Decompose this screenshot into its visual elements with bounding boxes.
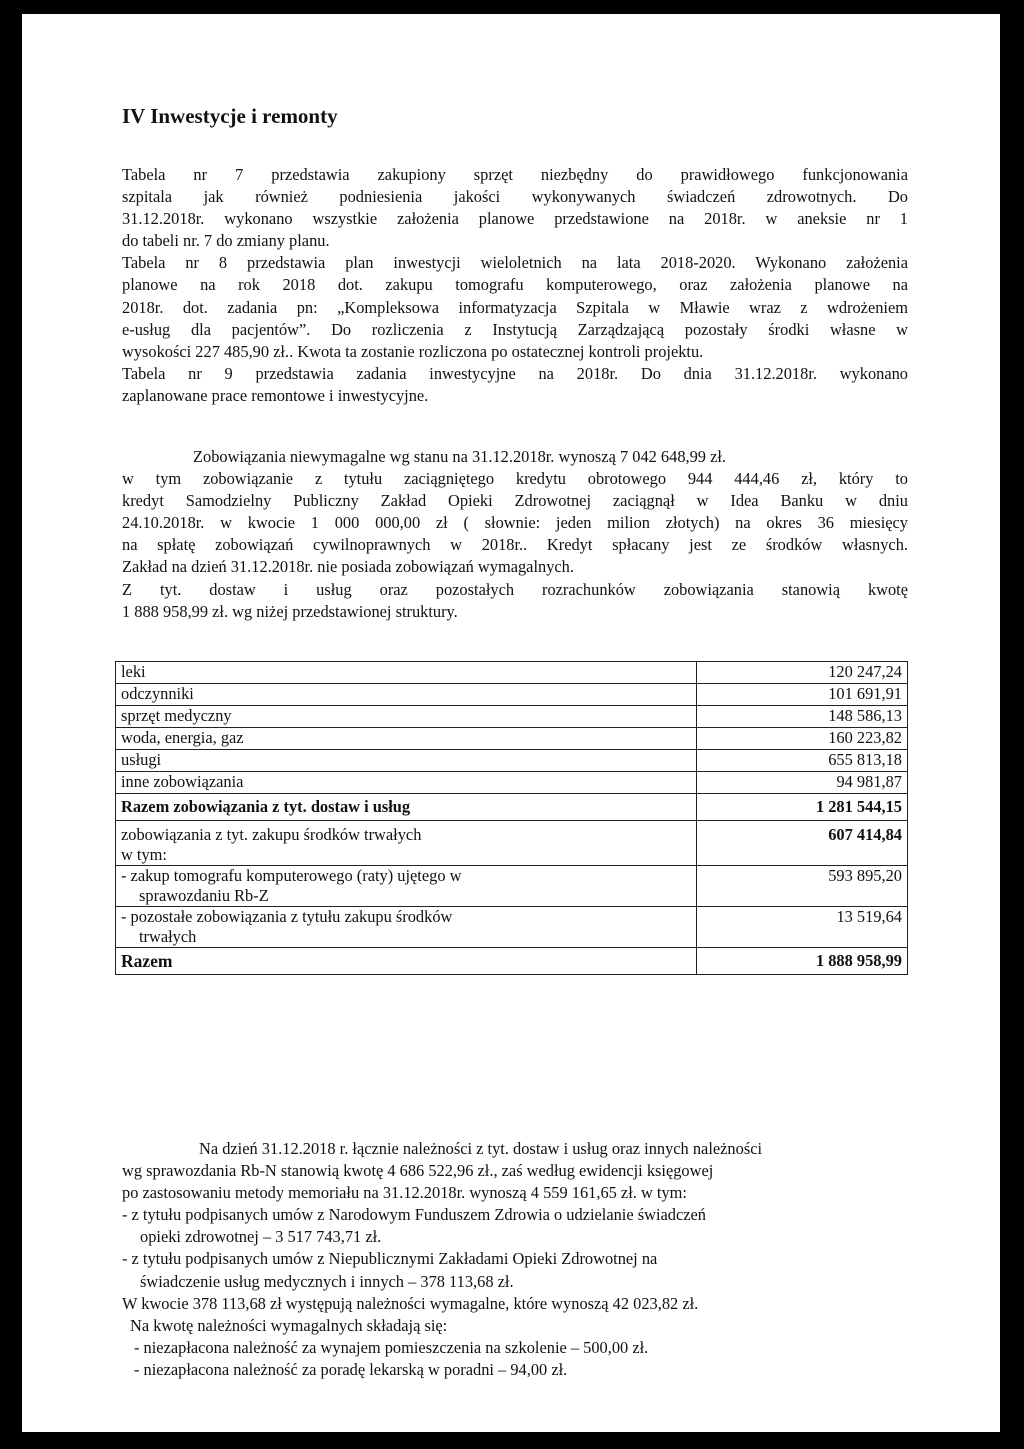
text-line: Z tyt. dostaw i usług oraz pozostałych rozrachunków zobowiązania stanowią kwotę [122, 579, 908, 599]
row-label: usługi [116, 750, 697, 772]
in-which-text: w tym: [121, 845, 167, 864]
row-value: 101 691,91 [697, 684, 908, 706]
tomograph-label [116, 866, 697, 907]
tomograph-text-cont: sprawozdaniu Rb-Z [139, 886, 269, 905]
row-value: 655 813,18 [697, 750, 908, 772]
text-line: szpitala jak również podniesienia jakości wykonywanych świadczeń zdrowotnych. Do [122, 187, 908, 207]
text-line: 31.12.2018r. wykonano wszystkie założenia planowe przedstawione na 2018r. w aneksie nr 1 [122, 209, 908, 229]
text-line: 24.10.2018r. w kwocie 1 000 000,00 zł ( słownie: jeden milion złotych) na okres 36 miesięcy [122, 513, 908, 533]
text-line: wysokości 227 485,90 zł.. Kwota ta zostanie rozliczona po ostatecznej kontroli projektu. [122, 341, 704, 361]
row-label: sprzęt medyczny [116, 706, 697, 728]
text-line: e-usług dla pacjentów”. Do rozliczenia z Instytucją Zarządzającą pozostały środki własne w [122, 319, 908, 339]
liabilities-paragraph [122, 446, 908, 623]
text-line: Na kwotę należności wymagalnych składają się: [130, 1315, 448, 1335]
text-line: Tabela nr 9 przedstawia zadania inwestycyjne na 2018r. Do dnia 31.12.2018r. wykonano [122, 363, 908, 383]
tomograph-value: 593 895,20 [697, 866, 908, 907]
document-page [22, 14, 1000, 1432]
other-fixed-label [116, 907, 697, 948]
intro-paragraph [122, 164, 908, 407]
text-line: 1 888 958,99 zł. wg niżej przedstawionej struktury. [122, 601, 458, 621]
text-line: 2018r. dot. zadania pn: „Kompleksowa informatyzacja Szpitala w Mławie wraz z wdrożeniem [122, 297, 908, 317]
row-value: 120 247,24 [697, 662, 908, 684]
table-row [116, 750, 908, 772]
section-heading: IV Inwestycje i remonty [122, 104, 338, 128]
total-value: 1 888 958,99 [697, 948, 908, 975]
text-line: Tabela nr 7 przedstawia zakupiony sprzęt niezbędny do prawidłowego funkcjonowania [122, 165, 908, 184]
other-fixed-text: - pozostałe zobowiązania z tytułu zakupu środków [121, 907, 453, 926]
row-label: leki [116, 662, 697, 684]
text-line: do tabeli nr. 7 do zmiany planu. [122, 231, 330, 251]
row-label: odczynniki [116, 684, 697, 706]
row-label: woda, energia, gaz [116, 728, 697, 750]
text-line: - z tytułu podpisanych umów z Niepublicznymi Zakładami Opieki Zdrowotnej na [122, 1249, 658, 1269]
receivables-paragraph [122, 1138, 908, 1381]
text-line: po zastosowaniu metody memoriału na 31.12.2018r. wynoszą 4 559 161,65 zł. w tym: [122, 1183, 687, 1203]
text-line: Zakład na dzień 31.12.2018r. nie posiada zobowiązań wymagalnych. [122, 557, 574, 577]
table-row [116, 684, 908, 706]
subtotal-row [116, 794, 908, 821]
text-line: kredyt Samodzielny Publiczny Zakład Opieki Zdrowotnej zaciągnął w Idea Banku w dniu [122, 491, 908, 511]
text-line: - niezapłacona należność za wynajem pomieszczenia na szkolenie – 500,00 zł. [134, 1337, 649, 1357]
text-line: zaplanowane prace remontowe i inwestycyjne. [122, 385, 429, 405]
fixed-assets-value: 607 414,84 [697, 821, 908, 866]
table-row [116, 662, 908, 684]
text-line: wg sprawozdania Rb-N stanowią kwotę 4 686 522,96 zł., zaś według ewidencji księgowej [122, 1161, 714, 1181]
text-line: Na dzień 31.12.2018 r. łącznie należności z tyt. dostaw i usług oraz innych należności [199, 1139, 763, 1158]
other-fixed-value: 13 519,64 [697, 907, 908, 948]
table-row [116, 728, 908, 750]
tomograph-text: - zakup tomografu komputerowego (raty) ujętego w [121, 866, 462, 885]
text-line: W kwocie 378 113,68 zł występują należności wymagalne, które wynoszą 42 023,82 zł. [122, 1293, 699, 1313]
row-value: 160 223,82 [697, 728, 908, 750]
text-line: Tabela nr 8 przedstawia plan inwestycji wieloletnich na lata 2018-2020. Wykonano założenia [122, 253, 908, 273]
total-label: Razem [116, 948, 697, 975]
text-line: świadczenie usług medycznych i innych – 378 113,68 zł. [140, 1271, 514, 1291]
text-line: - z tytułu podpisanych umów z Narodowym Funduszem Zdrowia o udzielanie świadczeń [122, 1205, 706, 1225]
text-line: na spłatę zobowiązań cywilnoprawnych w 2018r.. Kredyt spłacany jest ze środków własnych. [122, 535, 908, 555]
liabilities-table [115, 661, 908, 975]
row-value: 94 981,87 [697, 772, 908, 794]
subtotal-value: 1 281 544,15 [697, 794, 908, 821]
text-line: - niezapłacona należność za poradę lekarską w poradni – 94,00 zł. [134, 1359, 568, 1379]
text-line: opieki zdrowotnej – 3 517 743,71 zł. [140, 1227, 382, 1247]
total-row [116, 948, 908, 975]
text-line: Zobowiązania niewymagalne wg stanu na 31.12.2018r. wynoszą 7 042 648,99 zł. [193, 447, 727, 466]
table-row [116, 821, 908, 866]
subtotal-label: Razem zobowiązania z tyt. dostaw i usług [116, 794, 697, 821]
fixed-assets-text: zobowiązania z tyt. zakupu środków trwałych [121, 825, 422, 844]
fixed-assets-label [116, 821, 697, 866]
table-row [116, 772, 908, 794]
row-value: 148 586,13 [697, 706, 908, 728]
table-row [116, 907, 908, 948]
other-fixed-text-cont: trwałych [139, 927, 197, 946]
table-row [116, 866, 908, 907]
text-line: planowe na rok 2018 dot. zakupu tomografu komputerowego, oraz założenia planowe na [122, 275, 908, 295]
text-line: w tym zobowiązanie z tytułu zaciągniętego kredytu obrotowego 944 444,46 zł, który to [122, 469, 908, 489]
row-label: inne zobowiązania [116, 772, 697, 794]
table-row [116, 706, 908, 728]
